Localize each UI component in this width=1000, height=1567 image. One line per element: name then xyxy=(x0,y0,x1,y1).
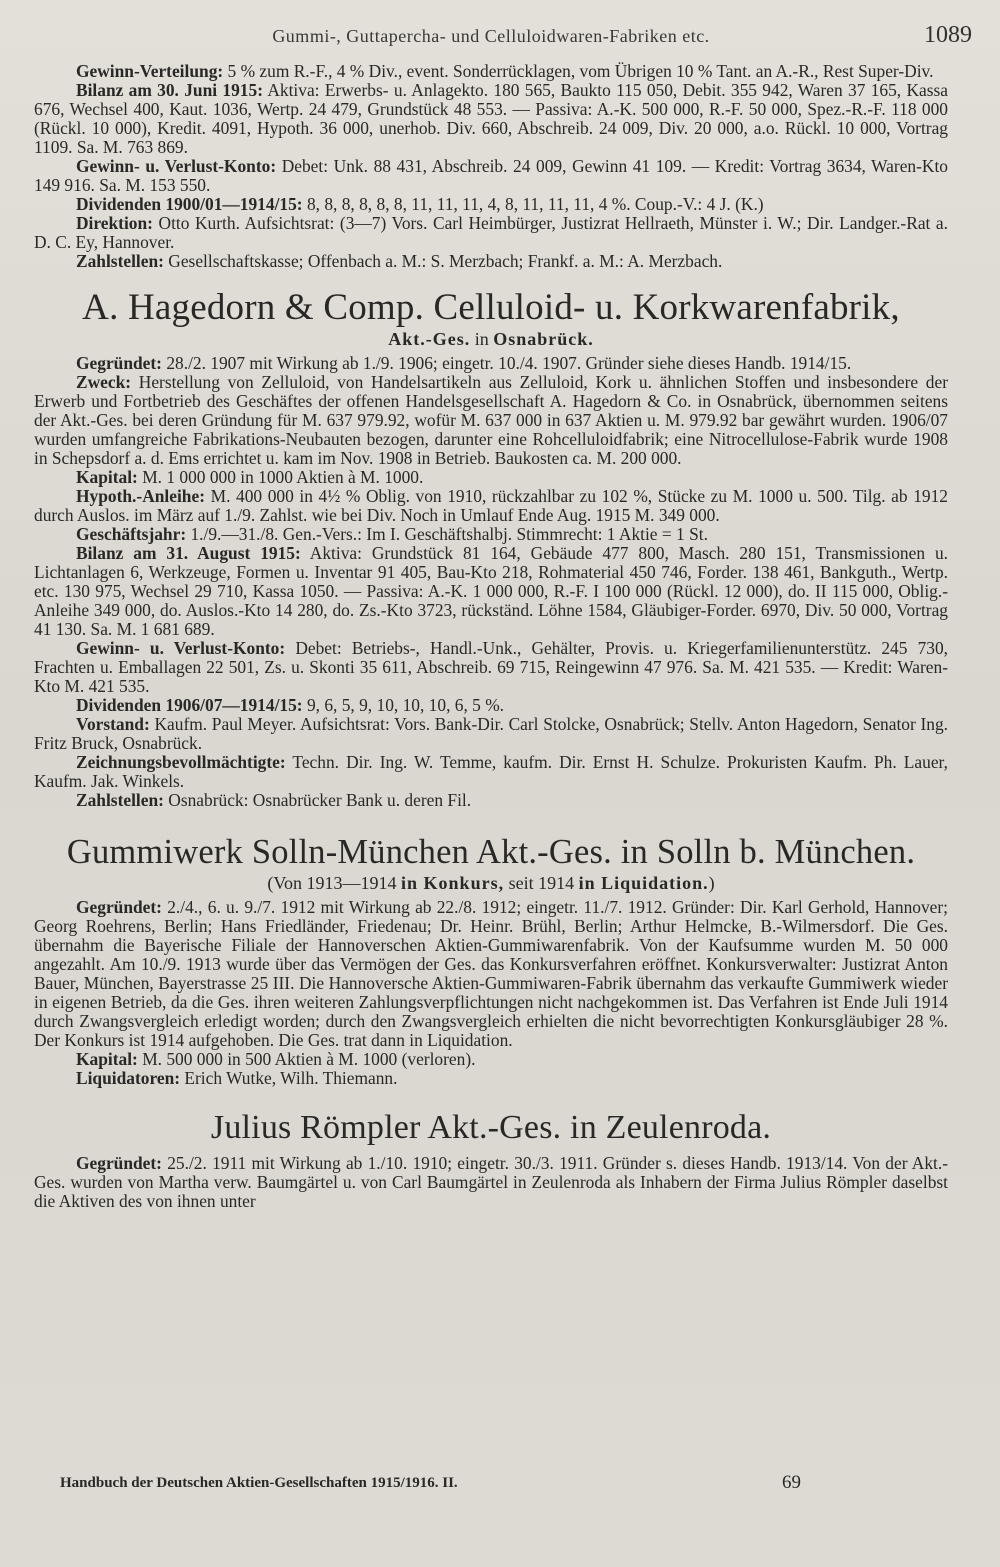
paragraph-zweck xyxy=(34,373,948,468)
company-title: A. Hagedorn & Comp. Celluloid- u. Korkwarenfabrik, xyxy=(82,287,900,328)
paragraph-kapital xyxy=(34,1050,948,1069)
section-gummiwerk xyxy=(34,832,948,1088)
paragraph-gegruendet xyxy=(34,1154,948,1211)
entry-label: Zweck: xyxy=(76,372,132,392)
entry-label: Hypoth.-Anleihe: xyxy=(76,486,205,506)
entry-text: M. 1 000 000 in 1000 Aktien à M. 1000. xyxy=(137,467,424,487)
entry-text: M. 500 000 in 500 Aktien à M. 1000 (verloren). xyxy=(137,1049,476,1069)
entry-label: Direktion: xyxy=(76,213,153,233)
entry-label: Dividenden 1900/01—1914/15: xyxy=(76,194,303,214)
section-hagedorn xyxy=(34,288,948,810)
subtitle-text: ) xyxy=(708,873,715,893)
subtitle-legal-form: Akt.-Ges. xyxy=(388,329,471,349)
company-title: Gummiwerk Solln-München Akt.-Ges. in Solln b. München. xyxy=(66,833,916,871)
subtitle-text: seit 1914 xyxy=(504,873,579,893)
entry-label: Bilanz am 30. Juni 1915: xyxy=(76,80,263,100)
paragraph-zahlstellen xyxy=(34,252,948,271)
entry-text: Aktiva: Grundstück 81 164, Gebäude 477 800, Masch. 280 151, Transmissionen u. Lichtanlagen 6, Werkzeuge, Formen u. Inventar 91 405, Bau-Kto 218, Rohmaterial 450 746, Forder. 138 461, Bankguth., Wertp. etc. 130 975, Wechsel 29 710, Kassa 1050. — Passiva: A.-K. 1 000 000, R.-F. I 100 000 (Rückl. 12 000), do. II 115 000, Oblig.-Anleihe 349 000, do. Auslos.-Kto 14 280, do. Zs.-Kto 3723, rückständ. Löhne 1584, Gläubiger-Forder. 6970, Div. 50 000, Vortrag 41 130. Sa. M. 1 681 689. xyxy=(34,543,949,639)
paragraph-gewinn-verteilung xyxy=(34,62,948,81)
paragraph-bilanz xyxy=(34,81,948,157)
paragraph-hypoth-anleihe xyxy=(34,487,948,525)
entry-label: Gegründet: xyxy=(76,353,162,373)
entry-label: Kapital: xyxy=(76,467,138,487)
paragraph-liquidatoren xyxy=(34,1069,948,1088)
paragraph-kapital xyxy=(34,468,948,487)
page-number: 1089 xyxy=(924,22,972,48)
entry-label: Gewinn- u. Verlust-Konto: xyxy=(76,156,277,176)
entry-text: Otto Kurth. Aufsichtsrat: (3—7) Vors. Carl Heimbürger, Justizrat Hellraeth, Münster i. W.; Dir. Landger.-Rat a. D. C. Ey, Hannover. xyxy=(34,213,948,252)
paragraph-bilanz xyxy=(34,544,948,639)
paragraph-gewinn-verlust xyxy=(34,157,948,195)
entry-text: 8, 8, 8, 8, 8, 8, 11, 11, 11, 4, 8, 11, 11, 11, 4 %. Coup.-V.: 4 J. (K.) xyxy=(302,194,764,214)
entry-label: Gegründet: xyxy=(76,897,162,917)
entry-text: Debet: Unk. 88 431, Abschreib. 24 009, Gewinn 41 109. — Kredit: Vortrag 3634, Waren-Kto 149 916. Sa. M. 153 550. xyxy=(34,156,948,195)
entry-label: Vorstand: xyxy=(76,714,150,734)
subtitle-in: in xyxy=(578,873,602,893)
entry-label: Bilanz am 31. August 1915: xyxy=(76,543,301,563)
page-footer xyxy=(60,1472,940,1499)
entry-text: Herstellung von Zelluloid, von Handelsartikeln aus Zelluloid, Kork u. ähnlichen Stoffen und insbesondere der Erwerb und Fortbetrieb des Geschäftes der offenen Handelsgesellschaft A. Hagedorn & Co. in Osnabrück, übernommen seitens der Akt.-Ges. bei deren Gründung für M. 637 979.92, wofür M. 637 000 in 637 Aktien u. M. 979.92 bar gewährt wurden. 1906/07 wurden umfangreiche Fabrikations-Neubauten bezogen, darunter eine Rohcelluloidfabrik; eine Nitrocellulose-Fabrik wurde 1908 in Schepsdorf a. d. Ems errichtet u. kam im Nov. 1908 in Betrieb. Baukosten ca. M. 200 000. xyxy=(34,372,948,468)
subtitle-connector: in xyxy=(470,329,494,349)
entry-label: Zahlstellen: xyxy=(76,790,164,810)
entry-text: Debet: Betriebs-, Handl.-Unk., Gehälter, Provis. u. Kriegerfamilienunterstütz. 245 730, Frachten u. Emballagen 22 501, Zs. u. Skonti 35 611, Abschreib. 69 715, Reingewinn 47 976. Sa. M. 421 535. — Kredit: Waren-Kto M. 421 535. xyxy=(34,638,949,696)
entry-text: Kaufm. Paul Meyer. Aufsichtsrat: Vors. Bank-Dir. Carl Stolcke, Osnabrück; Stellv. Anton Hagedorn, Senator Ing. Fritz Bruck, Osnabrück. xyxy=(34,714,948,753)
entry-label: Kapital: xyxy=(76,1049,138,1069)
entry-text: 25./2. 1911 mit Wirkung ab 1./10. 1910; eingetr. 30./3. 1911. Gründer s. dieses Handb. 1913/14. Von der Akt.-Ges. wurden von Martha verw. Baumgärtel u. von Carl Baumgärtel in Zeulenroda als Inhabern der Firma Julius Römpler daselbst die Aktiven des von ihnen unter xyxy=(34,1153,948,1211)
section-roempler xyxy=(34,1108,948,1211)
entry-text: 1./9.—31./8. Gen.-Vers.: Im I. Geschäftshalbj. Stimmrecht: 1 Aktie = 1 St. xyxy=(186,524,708,544)
running-head-title: Gummi-, Guttapercha- und Celluloidwaren-Fabriken etc. xyxy=(272,26,710,46)
entry-text: Aktiva: Erwerbs- u. Anlagekto. 180 565, Baukto 115 050, Debit. 355 942, Waren 37 165, Kassa 676, Wechsel 400, Kaut. 1036, Wertp. 24 479, Grundstück 48 553. — Passiva: A.-K. 500 000, R.-F. 50 000, Spez.-R.-F. 118 000 (Rückl. 10 000), Kredit. 4091, Hypoth. 36 000, unerhob. Div. 660, Abschreib. 24 009, Div. 20 000, a.o. Rückl. 10 000, Vortrag 1109. Sa. M. 763 869. xyxy=(34,80,948,157)
entry-label: Geschäftsjahr: xyxy=(76,524,187,544)
paragraph-geschaeftsjahr xyxy=(34,525,948,544)
entry-label: Dividenden 1906/07—1914/15: xyxy=(76,695,303,715)
entry-label: Gewinn- u. Verlust-Konto: xyxy=(76,638,286,658)
entry-label: Gewinn-Verteilung: xyxy=(76,61,224,81)
subtitle-city: Osnabrück. xyxy=(493,329,594,349)
entry-text: Osnabrück: Osnabrücker Bank u. deren Fil. xyxy=(163,790,472,810)
subtitle-liquidation: Liquidation. xyxy=(601,873,709,893)
paragraph-dividenden xyxy=(34,195,948,214)
running-head xyxy=(34,22,972,62)
entry-label: Zahlstellen: xyxy=(76,251,164,271)
paragraph-zeichnungsbevollmaechtigte xyxy=(34,753,948,791)
footer-publication: Handbuch der Deutschen Aktien-Gesellschaften 1915/1916. II. xyxy=(60,1475,458,1491)
entry-text: Gesellschaftskasse; Offenbach a. M.: S. Merzbach; Frankf. a. M.: A. Merzbach. xyxy=(163,251,723,271)
subtitle-in: in xyxy=(401,873,424,893)
paragraph-dividenden xyxy=(34,696,948,715)
subtitle-text: (Von 1913—1914 xyxy=(267,873,402,893)
entry-text: Erich Wutke, Wilh. Thiemann. xyxy=(180,1068,398,1088)
company-title: Julius Römpler Akt.-Ges. in Zeulenroda. xyxy=(210,1109,772,1146)
entry-text: Techn. Dir. Ing. W. Temme, kaufm. Dir. Ernst H. Schulze. Prokuristen Kaufm. Ph. Lauer, Kaufm. Jak. Winkels. xyxy=(34,752,948,791)
entry-label: Zeichnungsbevollmächtigte: xyxy=(76,752,286,772)
paragraph-gegruendet xyxy=(34,898,948,1050)
entry-label: Liquidatoren: xyxy=(76,1068,181,1088)
paragraph-gegruendet xyxy=(34,354,948,373)
entry-text: 28./2. 1907 mit Wirkung ab 1./9. 1906; eingetr. 10./4. 1907. Gründer siehe dieses Handb. 1914/15. xyxy=(161,353,852,373)
company-subtitle xyxy=(34,872,948,894)
paragraph-direktion xyxy=(34,214,948,252)
paragraph-zahlstellen xyxy=(34,791,948,810)
entry-text: 5 % zum R.-F., 4 % Div., event. Sonderrücklagen, vom Übrigen 10 % Tant. an A.-R., Rest Super-Div. xyxy=(223,61,934,81)
subtitle-konkurs: Konkurs, xyxy=(423,873,505,893)
entry-label: Gegründet: xyxy=(76,1153,162,1173)
paragraph-vorstand xyxy=(34,715,948,753)
entry-text: M. 400 000 in 4½ % Oblig. von 1910, rückzahlbar zu 102 %, Stücke zu M. 1000 u. 500. Tilg. ab 1912 durch Auslos. im März auf 1./9. Zahlst. wie bei Div. Noch in Umlauf Ende Aug. 1915 M. 349 000. xyxy=(34,486,948,525)
entry-text: 9, 6, 5, 9, 10, 10, 10, 6, 5 %. xyxy=(302,695,505,715)
paragraph-gewinn-verlust xyxy=(34,639,948,696)
footer-signature: 69 xyxy=(782,1472,801,1493)
section-previous-company-continued xyxy=(34,62,948,271)
entry-text: 2./4., 6. u. 9./7. 1912 mit Wirkung ab 22./8. 1912; eingetr. 11./7. 1912. Gründer: Dir. Karl Gerhold, Hannover; Georg Roehrens, Berlin; Hans Friedländer, Friedenau; Dr. Heinr. Brühl, Berlin; Arthur Helmcke, B.-Wilmersdorf. Die Ges. übernahm die Bayerische Filiale der Hannoverschen Aktien-Gummiwarenfabrik. Von der Kaufsumme wurden M. 50 000 angezahlt. Am 10./9. 1913 wurde über das Vermögen der Ges. das Konkursverfahren eröffnet. Konkursverwalter: Justizrat Anton Bauer, München, Bayerstrasse 25 III. Die Hannoversche Aktien-Gummiwaren-Fabrik übernahm das verkaufte Gummiwerk wieder in eigenen Betrieb, da die Ges. ihren weiteren Zahlungsverpflichtungen nicht nachgekommen ist. Das Verfahren ist Ende Juli 1914 durch Zwangsvergleich erledigt worden; durch den Zwangsvergleich erhielten die nicht bevorrechtigten Konkursgläubiger 28 %. Der Konkurs ist 1914 aufgehoben. Die Ges. trat dann in Liquidation. xyxy=(34,897,948,1050)
company-subtitle xyxy=(34,328,948,350)
